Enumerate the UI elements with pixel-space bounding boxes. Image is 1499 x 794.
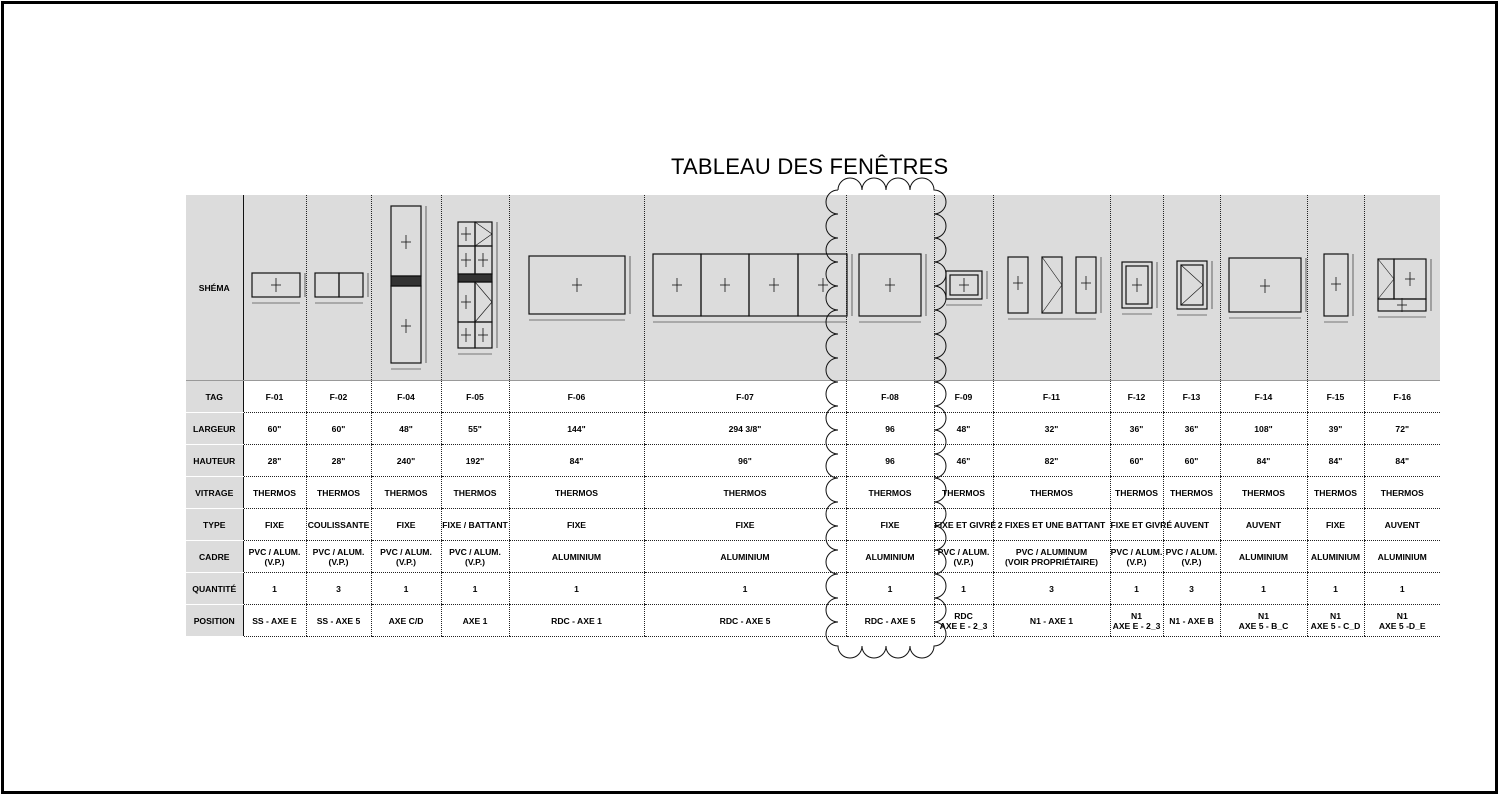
schema-cell-f-12: [1110, 195, 1163, 381]
type-cell: FIXE: [1307, 509, 1364, 541]
window-schedule-table: [186, 195, 1428, 635]
cadre-cell: [441, 541, 509, 573]
swing-line: [1181, 285, 1203, 305]
cadre-line: PVC / ALUM.: [1110, 546, 1163, 557]
swing-line: [1042, 285, 1062, 313]
schema-cell-f-08: [846, 195, 934, 381]
hauteur-cell: 84": [1364, 445, 1440, 477]
position-line: N1: [1396, 610, 1408, 621]
cadre-line: (V.P.): [464, 556, 486, 567]
cadre-line: PVC / ALUM.: [937, 546, 990, 557]
window-pane: [475, 282, 492, 322]
schema-cell-f-06: [509, 195, 644, 381]
vitrage-cell: THERMOS: [371, 477, 441, 509]
type-cell: FIXE ET GIVRÉ: [1110, 509, 1163, 541]
vitrage-cell: THERMOS: [1364, 477, 1440, 509]
quantite-cell: 1: [1364, 573, 1440, 605]
cadre-cell: [846, 541, 934, 573]
cadre-cell: [243, 541, 306, 573]
window-pane: [1181, 265, 1203, 305]
hauteur-cell: 28": [306, 445, 371, 477]
swing-line: [1378, 279, 1394, 299]
cadre-cell: [1110, 541, 1163, 573]
cadre-line: (V.P.): [328, 556, 349, 567]
schema-cell-f-01: [243, 195, 306, 381]
cadre-line: ALUMINIUM: [551, 551, 602, 562]
quantite-cell: 1: [509, 573, 644, 605]
cadre-line: PVC / ALUM.: [380, 546, 432, 557]
type-cell: AUVENT: [1163, 509, 1220, 541]
window-elevation-drawing: [1169, 253, 1215, 323]
window-pane: [1042, 257, 1062, 313]
hauteur-cell: 60": [1110, 445, 1163, 477]
largeur-cell: 60": [306, 413, 371, 445]
cadre-line: ALUMINIUM: [1310, 551, 1361, 562]
schema-cell-f-15: [1307, 195, 1364, 381]
swing-line: [475, 234, 492, 246]
quantite-row: [186, 573, 1440, 605]
cadre-row: [186, 541, 1440, 573]
position-cell: [441, 605, 509, 637]
window-pane: [1378, 259, 1394, 299]
type-cell: FIXE: [846, 509, 934, 541]
type-cell: AUVENT: [1220, 509, 1307, 541]
window-elevation-drawing: [521, 248, 633, 328]
quantite-cell: 1: [1110, 573, 1163, 605]
window-elevation-drawing: [1221, 250, 1309, 326]
cadre-line: ALUMINIUM: [865, 551, 915, 562]
tag-cell: F-12: [1110, 381, 1163, 413]
quantite-cell: 1: [644, 573, 846, 605]
window-pane: [475, 222, 492, 246]
position-line: RDC - AXE 5: [719, 615, 771, 626]
schema-cell-f-07: [644, 195, 846, 381]
position-line: AXE C/D: [388, 615, 424, 626]
row-label-hauteur: HAUTEUR: [186, 445, 243, 477]
window-elevation-drawing: [1000, 249, 1104, 327]
position-cell: [371, 605, 441, 637]
type-cell: FIXE: [243, 509, 306, 541]
position-line: AXE E - 2_3: [1112, 620, 1161, 631]
row-label-tag: TAG: [186, 381, 243, 413]
window-elevation-drawing: [1316, 246, 1356, 330]
vitrage-cell: THERMOS: [1163, 477, 1220, 509]
largeur-cell: 39": [1307, 413, 1364, 445]
cadre-cell: [1163, 541, 1220, 573]
position-line: AXE 1: [462, 615, 488, 626]
quantite-cell: 1: [371, 573, 441, 605]
position-cell: [846, 605, 934, 637]
tag-cell: F-14: [1220, 381, 1307, 413]
tag-cell: F-16: [1364, 381, 1440, 413]
position-cell: [934, 605, 993, 637]
page-title: TABLEAU DES FENÊTRES: [671, 154, 949, 179]
hauteur-cell: 84": [1220, 445, 1307, 477]
vitrage-cell: THERMOS: [993, 477, 1110, 509]
cadre-line: PVC / ALUM.: [1165, 546, 1218, 557]
largeur-cell: 48": [934, 413, 993, 445]
largeur-cell: 72": [1364, 413, 1440, 445]
position-cell: [993, 605, 1110, 637]
row-label-quantite: QUANTITÉ: [186, 573, 243, 605]
window-pane: [315, 273, 339, 297]
window-pane: [339, 273, 363, 297]
hauteur-cell: 96: [846, 445, 934, 477]
position-line: SS - AXE 5: [316, 615, 361, 626]
largeur-cell: 96: [846, 413, 934, 445]
cadre-line: PVC / ALUM.: [248, 546, 301, 557]
cadre-line: ALUMINIUM: [720, 551, 770, 562]
swing-line: [1042, 257, 1062, 285]
position-cell: [243, 605, 306, 637]
type-cell: FIXE: [371, 509, 441, 541]
window-elevation-drawing: [383, 198, 429, 377]
cadre-line: (V.P.): [1181, 556, 1202, 567]
cadre-cell: [1220, 541, 1307, 573]
type-cell: AUVENT: [1364, 509, 1440, 541]
tag-cell: F-04: [371, 381, 441, 413]
type-cell: FIXE: [644, 509, 846, 541]
cadre-cell: [934, 541, 993, 573]
largeur-cell: 55": [441, 413, 509, 445]
cadre-line: PVC / ALUM.: [449, 546, 501, 557]
tag-cell: F-02: [306, 381, 371, 413]
window-elevation-drawing: [645, 246, 855, 330]
cadre-line: (V.P.): [1126, 556, 1147, 567]
tag-cell: F-06: [509, 381, 644, 413]
tag-cell: F-01: [243, 381, 306, 413]
vitrage-cell: THERMOS: [306, 477, 371, 509]
cadre-line: (V.P.): [953, 556, 974, 567]
largeur-cell: 32": [993, 413, 1110, 445]
row-label-shema: SHÉMA: [186, 195, 243, 381]
hauteur-row: [186, 445, 1440, 477]
position-line: N1: [1131, 610, 1142, 621]
schema-cell-f-02: [306, 195, 371, 381]
position-line: SS - AXE E: [252, 615, 297, 626]
cadre-line: ALUMINIUM: [1377, 551, 1427, 562]
window-elevation-drawing: [1114, 254, 1160, 322]
vitrage-cell: THERMOS: [644, 477, 846, 509]
position-line: N1: [1258, 610, 1269, 621]
position-line: N1 - AXE B: [1169, 615, 1214, 626]
row-label-position: POSITION: [186, 605, 243, 637]
swing-line: [1181, 265, 1203, 285]
vitrage-cell: THERMOS: [1220, 477, 1307, 509]
type-cell: FIXE ET GIVRÉ: [934, 509, 993, 541]
row-label-vitrage: VITRAGE: [186, 477, 243, 509]
position-row: [186, 605, 1440, 637]
tag-cell: F-15: [1307, 381, 1364, 413]
cadre-cell: [1307, 541, 1364, 573]
hauteur-cell: 192": [441, 445, 509, 477]
position-line: RDC - AXE 5: [864, 615, 916, 626]
quantite-cell: 3: [993, 573, 1110, 605]
cadre-cell: [1364, 541, 1440, 573]
type-cell: COULISSANTE: [306, 509, 371, 541]
position-line: RDC: [954, 610, 973, 621]
schema-cell-f-05: [441, 195, 509, 381]
cadre-cell: [644, 541, 846, 573]
tag-cell: F-11: [993, 381, 1110, 413]
largeur-row: [186, 413, 1440, 445]
largeur-cell: 60": [243, 413, 306, 445]
type-cell: FIXE: [509, 509, 644, 541]
largeur-cell: 36": [1110, 413, 1163, 445]
cadre-cell: [306, 541, 371, 573]
position-line: AXE 5 - B_C: [1238, 620, 1289, 631]
window-elevation-drawing: [450, 214, 500, 362]
position-cell: [1307, 605, 1364, 637]
row-label-largeur: LARGEUR: [186, 413, 243, 445]
tag-cell: F-07: [644, 381, 846, 413]
hauteur-cell: 82": [993, 445, 1110, 477]
window-elevation-drawing: [851, 246, 929, 330]
type-row: [186, 509, 1440, 541]
quantite-cell: 1: [846, 573, 934, 605]
window-elevation-drawing: [1370, 251, 1434, 325]
vitrage-cell: THERMOS: [243, 477, 306, 509]
quantite-cell: 1: [1220, 573, 1307, 605]
cadre-line: (V.P.): [264, 556, 285, 567]
position-cell: [1220, 605, 1307, 637]
largeur-cell: 36": [1163, 413, 1220, 445]
cadre-cell: [371, 541, 441, 573]
position-cell: [1110, 605, 1163, 637]
quantite-cell: 1: [934, 573, 993, 605]
schema-cell-f-16: [1364, 195, 1440, 381]
schema-cell-f-11: [993, 195, 1110, 381]
schema-cell-f-14: [1220, 195, 1307, 381]
quantite-cell: 3: [1163, 573, 1220, 605]
schema-cell-f-13: [1163, 195, 1220, 381]
cadre-line: (VOIR PROPRIÉTAIRE): [1005, 556, 1098, 567]
row-label-cadre: CADRE: [186, 541, 243, 573]
hauteur-cell: 46": [934, 445, 993, 477]
largeur-cell: 144": [509, 413, 644, 445]
window-elevation-drawing: [307, 265, 371, 311]
vitrage-cell: THERMOS: [509, 477, 644, 509]
swing-line: [1378, 259, 1394, 279]
hauteur-cell: 60": [1163, 445, 1220, 477]
hauteur-cell: 240": [371, 445, 441, 477]
position-line: AXE 5 - C_D: [1310, 620, 1361, 631]
cadre-line: (V.P.): [395, 556, 417, 567]
row-label-type: TYPE: [186, 509, 243, 541]
position-line: N1: [1330, 610, 1341, 621]
swing-line: [475, 302, 492, 322]
type-cell: 2 FIXES ET UNE BATTANT: [993, 509, 1110, 541]
cadre-line: ALUMINIUM: [1238, 551, 1289, 562]
hauteur-cell: 28": [243, 445, 306, 477]
hauteur-cell: 84": [509, 445, 644, 477]
quantite-cell: 3: [306, 573, 371, 605]
swing-line: [475, 222, 492, 234]
schema-cell-f-09: [934, 195, 993, 381]
position-line: AXE E - 2_3: [939, 620, 988, 631]
vitrage-cell: THERMOS: [934, 477, 993, 509]
hauteur-cell: 84": [1307, 445, 1364, 477]
tag-cell: F-08: [846, 381, 934, 413]
vitrage-cell: THERMOS: [441, 477, 509, 509]
position-line: AXE 5 -D_E: [1378, 620, 1426, 631]
tag-cell: F-13: [1163, 381, 1220, 413]
cadre-cell: [509, 541, 644, 573]
position-line: RDC - AXE 1: [551, 615, 602, 626]
cadre-line: PVC / ALUMINUM: [1015, 546, 1088, 557]
hauteur-cell: 96": [644, 445, 846, 477]
quantite-cell: 1: [441, 573, 509, 605]
spandrel-hatch: [391, 276, 421, 286]
tag-cell: F-05: [441, 381, 509, 413]
cadre-line: PVC / ALUM.: [312, 546, 365, 557]
largeur-cell: 48": [371, 413, 441, 445]
vitrage-cell: THERMOS: [1110, 477, 1163, 509]
schema-row: [186, 195, 1440, 381]
quantite-cell: 1: [1307, 573, 1364, 605]
vitrage-cell: THERMOS: [846, 477, 934, 509]
swing-line: [475, 282, 492, 302]
largeur-cell: 294 3/8": [644, 413, 846, 445]
spandrel-hatch: [458, 274, 492, 282]
window-elevation-drawing: [244, 265, 308, 311]
vitrage-cell: THERMOS: [1307, 477, 1364, 509]
position-cell: [1364, 605, 1440, 637]
cadre-cell: [993, 541, 1110, 573]
largeur-cell: 108": [1220, 413, 1307, 445]
window-elevation-drawing: [938, 263, 990, 313]
vitrage-row: [186, 477, 1440, 509]
position-cell: [1163, 605, 1220, 637]
position-cell: [306, 605, 371, 637]
schema-cell-f-04: [371, 195, 441, 381]
tag-cell: F-09: [934, 381, 993, 413]
position-line: N1 - AXE 1: [1029, 615, 1074, 626]
quantite-cell: 1: [243, 573, 306, 605]
type-cell: FIXE / BATTANT: [441, 509, 509, 541]
tag-row: [186, 381, 1440, 413]
position-cell: [509, 605, 644, 637]
position-cell: [644, 605, 846, 637]
